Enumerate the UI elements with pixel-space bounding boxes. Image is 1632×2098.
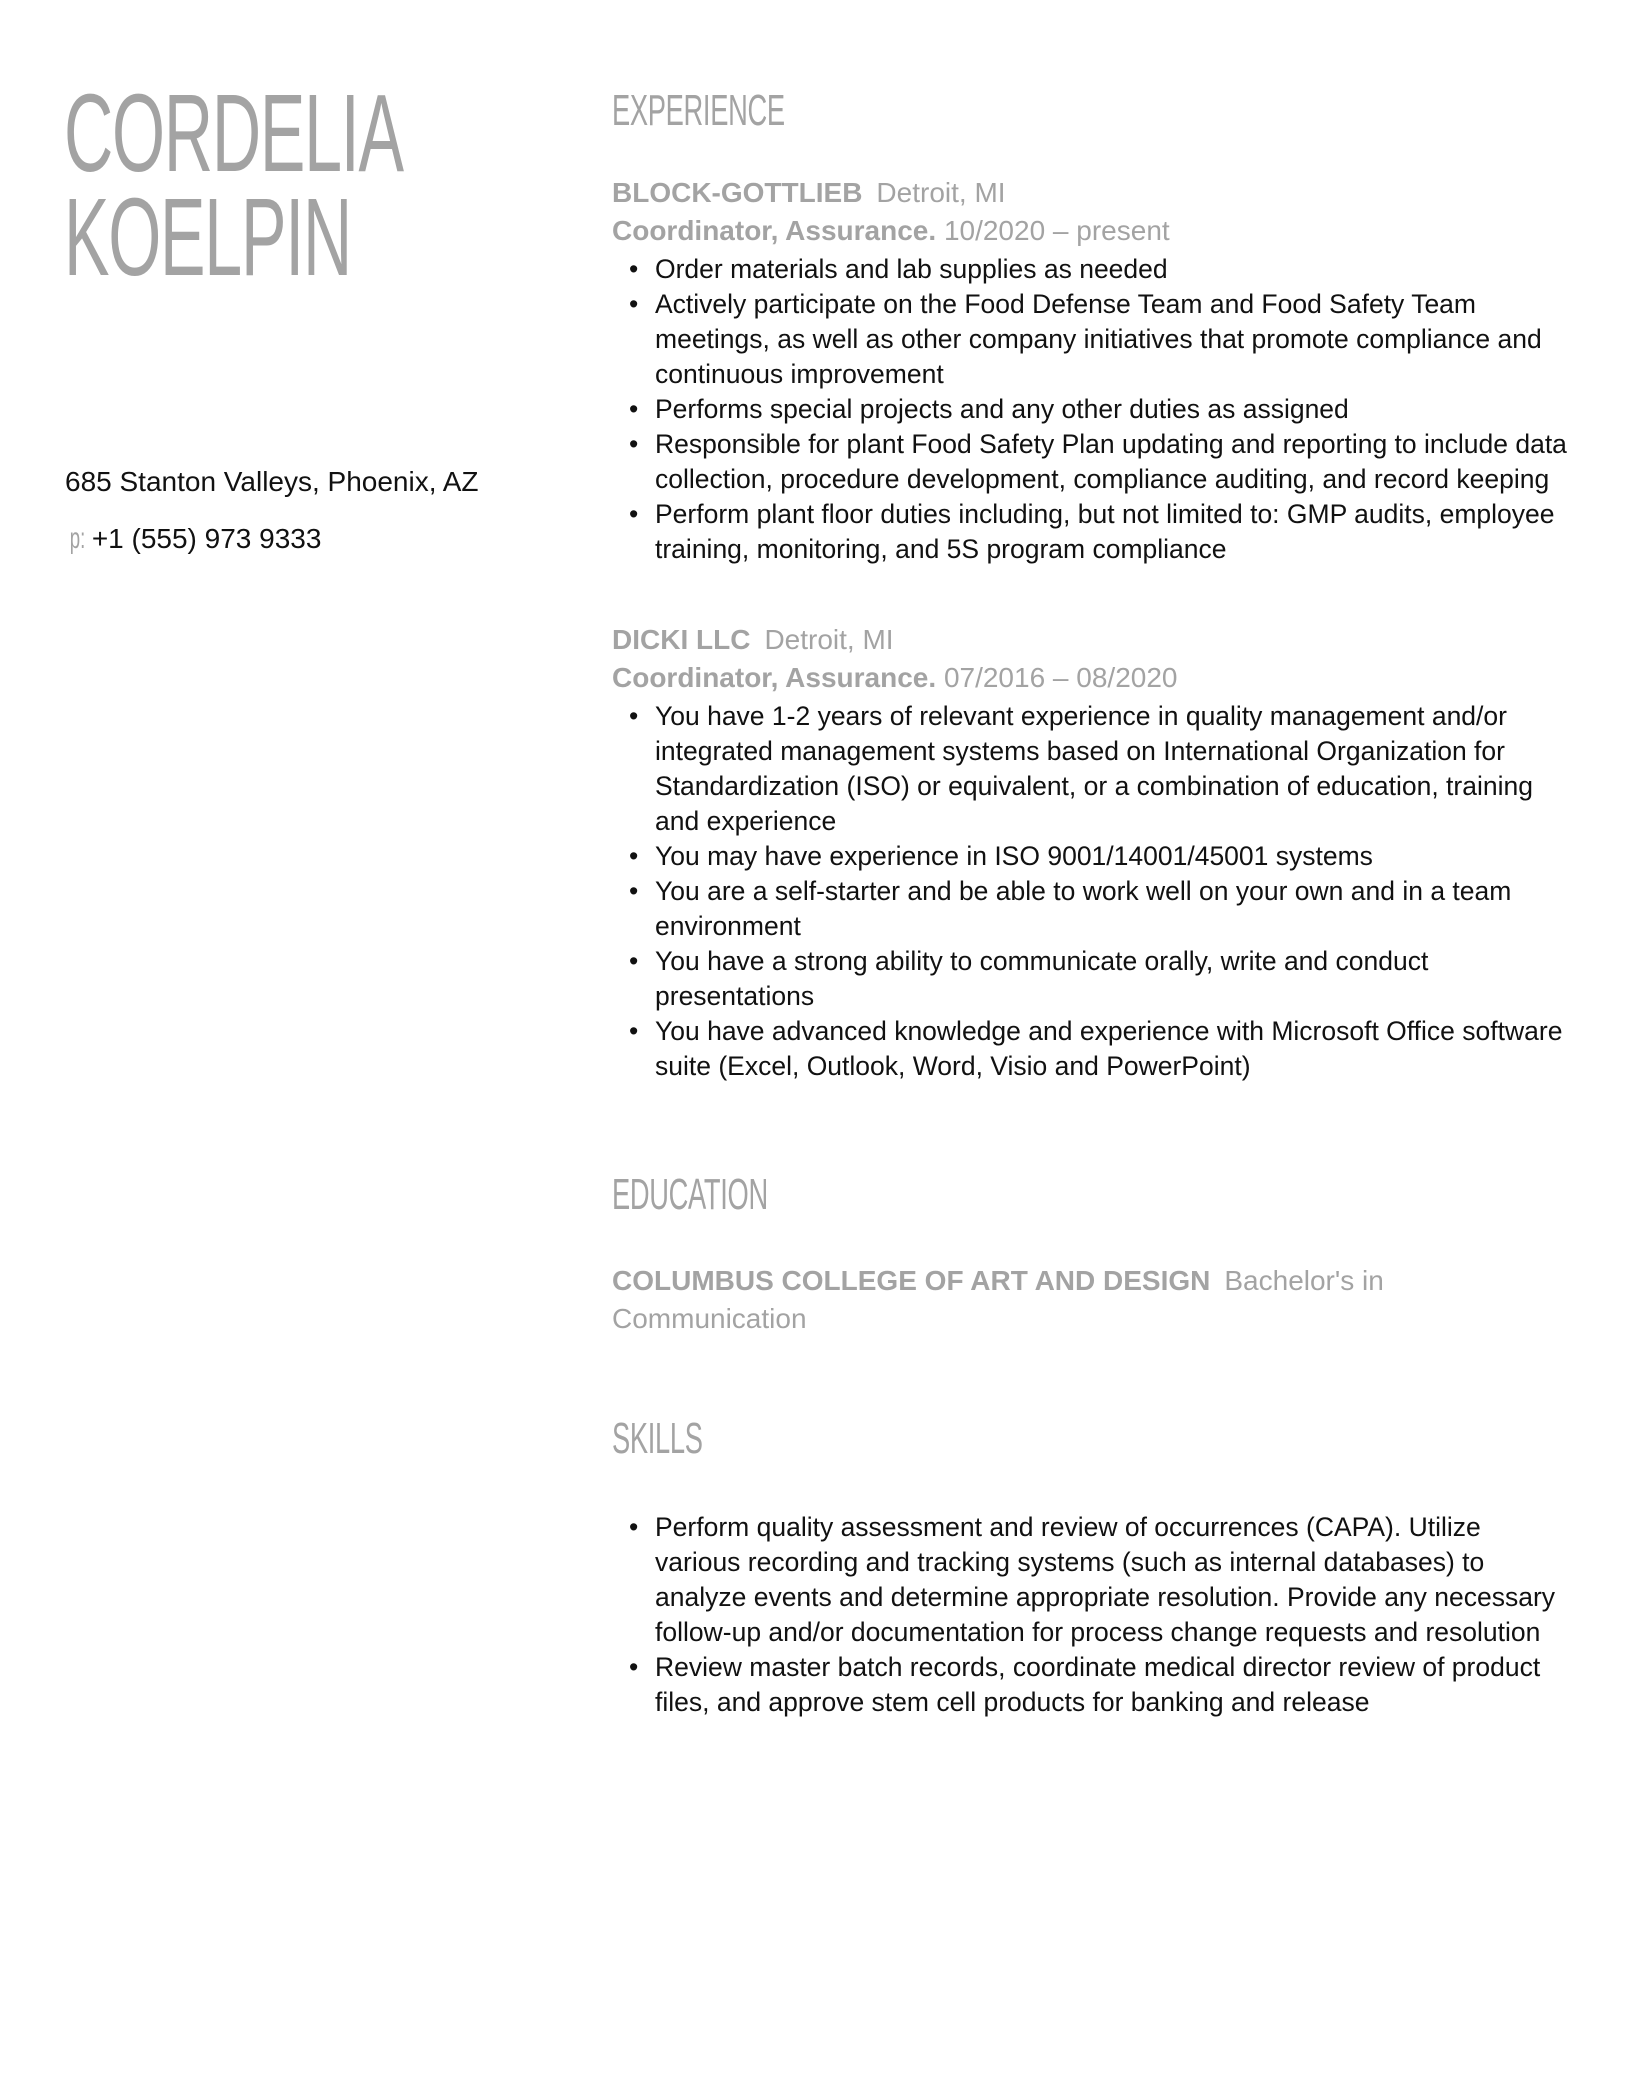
role-line bbox=[612, 659, 1572, 697]
list-item: • Perform quality assessment and review of occurrences (CAPA). Utilize various recording and tracking systems (such as internal databases) to analyze events and determine appropriate resolution. Provide any necessary follow-up and/or documentation for process change requests and resolution bbox=[655, 1510, 1572, 1650]
degree: Bachelor's in Communication bbox=[612, 1265, 1384, 1334]
school-name: COLUMBUS COLLEGE OF ART AND DESIGN bbox=[612, 1265, 1211, 1296]
phone-number: +1 (555) 973 9333 bbox=[91, 523, 322, 554]
job-entry bbox=[612, 621, 1572, 1084]
list-item: • Performs special projects and any other duties as assigned bbox=[655, 392, 1572, 427]
job-location: Detroit, MI bbox=[876, 177, 1006, 208]
education-title: EDUCATION bbox=[612, 1170, 768, 1219]
list-item: • Review master batch records, coordinate medical director review of product files, and approve stem cell products for banking and release bbox=[655, 1650, 1572, 1720]
name-block bbox=[64, 72, 564, 299]
list-item: • Perform plant floor duties including, but not limited to: GMP audits, employee training, monitoring, and 5S program compliance bbox=[655, 497, 1572, 567]
address: 685 Stanton Valleys, Phoenix, AZ bbox=[65, 466, 479, 497]
company-line bbox=[612, 621, 1572, 659]
skills-section bbox=[612, 1414, 1572, 1720]
education-section bbox=[612, 1170, 1572, 1338]
skills-title: SKILLS bbox=[612, 1414, 703, 1463]
list-item: • You may have experience in ISO 9001/14001/45001 systems bbox=[655, 839, 1572, 874]
company-name: DICKI LLC bbox=[612, 624, 751, 655]
role-line bbox=[612, 212, 1572, 250]
education-entry bbox=[612, 1262, 1432, 1338]
experience-section bbox=[612, 86, 1572, 1084]
experience-title: EXPERIENCE bbox=[612, 86, 785, 135]
list-item: • You are a self-starter and be able to work well on your own and in a team environment bbox=[655, 874, 1572, 944]
main-column bbox=[612, 86, 1572, 1720]
job-role: Coordinator, Assurance. bbox=[612, 662, 937, 693]
job-entry bbox=[612, 174, 1572, 567]
list-item: • You have a strong ability to communicate orally, write and conduct presentations bbox=[655, 944, 1572, 1014]
list-item: • You have advanced knowledge and experience with Microsoft Office software suite (Excel, Outlook, Word, Visio and PowerPoint) bbox=[655, 1014, 1572, 1084]
skills-bullets bbox=[612, 1510, 1572, 1720]
job-bullets bbox=[612, 699, 1572, 1084]
job-role: Coordinator, Assurance. bbox=[612, 215, 937, 246]
company-line bbox=[612, 174, 1572, 212]
list-item: • Responsible for plant Food Safety Plan updating and reporting to include data collection, procedure development, compliance auditing, and record keeping bbox=[655, 427, 1572, 497]
job-dates: 07/2016 – 08/2020 bbox=[943, 662, 1178, 693]
list-item: • Actively participate on the Food Defense Team and Food Safety Team meetings, as well as other company initiatives that promote compliance and continuous improvement bbox=[655, 287, 1572, 392]
job-bullets bbox=[612, 252, 1572, 567]
job-dates: 10/2020 – present bbox=[943, 215, 1170, 246]
list-item: • You have 1-2 years of relevant experience in quality management and/or integrated management systems based on International Organization for Standardization (ISO) or equivalent, or a combination of education, training and experience bbox=[655, 699, 1572, 839]
first-name: CORDELIA bbox=[64, 72, 403, 195]
company-name: BLOCK-GOTTLIEB bbox=[612, 177, 863, 208]
phone-line bbox=[65, 522, 321, 556]
list-item: • Order materials and lab supplies as needed bbox=[655, 252, 1572, 287]
phone-label: p: bbox=[69, 522, 86, 555]
job-location: Detroit, MI bbox=[764, 624, 894, 655]
last-name: KOELPIN bbox=[64, 176, 351, 299]
